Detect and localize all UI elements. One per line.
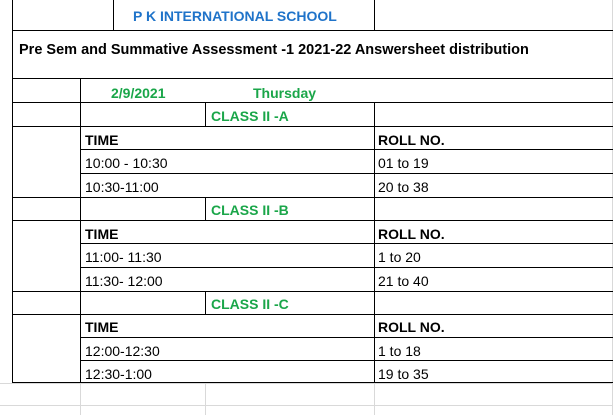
time-cell: 12:00-12:30 bbox=[85, 343, 160, 359]
roll-cell: 1 to 20 bbox=[378, 249, 421, 265]
gridline bbox=[205, 383, 206, 415]
border bbox=[80, 291, 81, 315]
border bbox=[80, 243, 613, 244]
border bbox=[205, 291, 206, 315]
time-cell: 10:00 - 10:30 bbox=[85, 155, 168, 171]
border bbox=[80, 314, 81, 383]
border bbox=[80, 197, 81, 221]
border bbox=[80, 149, 613, 150]
class-label-b: CLASS II -B bbox=[211, 202, 289, 218]
border bbox=[374, 220, 375, 292]
time-header: TIME bbox=[85, 319, 119, 335]
border bbox=[12, 220, 613, 221]
border bbox=[374, 197, 375, 221]
border bbox=[80, 220, 81, 292]
day-cell: Thursday bbox=[253, 85, 317, 101]
border bbox=[80, 360, 613, 361]
time-cell: 10:30-11:00 bbox=[85, 179, 159, 195]
time-cell: 11:30- 12:00 bbox=[85, 273, 163, 289]
roll-header: ROLL NO. bbox=[378, 319, 445, 335]
border bbox=[205, 197, 206, 221]
border bbox=[113, 0, 114, 31]
border bbox=[12, 78, 613, 79]
border bbox=[12, 314, 613, 315]
date-cell: 2/9/2021 bbox=[111, 85, 166, 101]
border bbox=[80, 173, 613, 174]
roll-cell: 1 to 18 bbox=[378, 343, 421, 359]
gridline bbox=[374, 383, 375, 415]
roll-header: ROLL NO. bbox=[378, 226, 445, 242]
border bbox=[374, 126, 375, 198]
border bbox=[80, 267, 613, 268]
border bbox=[80, 337, 613, 338]
gridline bbox=[0, 405, 613, 406]
border bbox=[205, 102, 206, 127]
class-label-c: CLASS II -C bbox=[211, 296, 289, 312]
roll-cell: 20 to 38 bbox=[378, 179, 429, 195]
class-label-a: CLASS II -A bbox=[211, 108, 289, 124]
border bbox=[374, 291, 375, 315]
roll-cell: 21 to 40 bbox=[378, 273, 429, 289]
roll-header: ROLL NO. bbox=[378, 132, 445, 148]
time-header: TIME bbox=[85, 226, 119, 242]
border bbox=[80, 78, 81, 127]
border bbox=[12, 126, 613, 127]
time-cell: 11:00- 11:30 bbox=[85, 249, 162, 265]
border bbox=[12, 102, 613, 103]
sheet-title: Pre Sem and Summative Assessment -1 2021-22 Answersheet distribution bbox=[19, 42, 529, 58]
roll-cell: 01 to 19 bbox=[378, 155, 429, 171]
border bbox=[374, 0, 375, 31]
border bbox=[12, 30, 613, 31]
gridline bbox=[0, 383, 613, 384]
border bbox=[374, 102, 375, 127]
border bbox=[80, 126, 81, 198]
gridline bbox=[80, 383, 81, 415]
border bbox=[12, 382, 613, 383]
border bbox=[12, 197, 613, 198]
school-name: P K INTERNATIONAL SCHOOL bbox=[133, 8, 337, 24]
time-header: TIME bbox=[85, 132, 119, 148]
border bbox=[12, 291, 613, 292]
time-cell: 12:30-1:00 bbox=[85, 366, 152, 382]
border bbox=[12, 0, 13, 383]
roll-cell: 19 to 35 bbox=[378, 366, 429, 382]
border bbox=[374, 314, 375, 383]
